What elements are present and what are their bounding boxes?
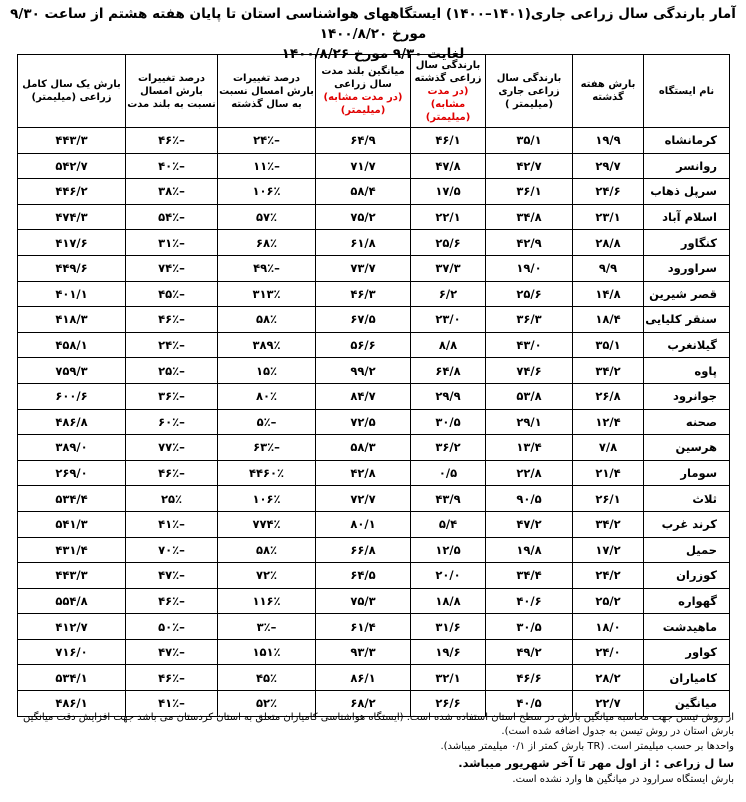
cell-full-year: ۴۰۱/۱ xyxy=(18,281,126,307)
cell-change-longterm: –۴۷٪ xyxy=(126,639,218,665)
cell-longterm: ۴۲/۸ xyxy=(316,460,411,486)
cell-last-year: ۱۲/۵ xyxy=(411,537,486,563)
cell-longterm: ۷۵/۳ xyxy=(316,588,411,614)
cell-change-longterm: –۴۶٪ xyxy=(126,665,218,691)
cell-change-longterm: –۴۶٪ xyxy=(126,307,218,333)
cell-week: ۲۴/۶ xyxy=(573,179,644,205)
header-station: نام ایستگاه xyxy=(644,55,730,128)
cell-full-year: ۴۸۶/۸ xyxy=(18,409,126,435)
cell-current-year: ۴۳/۰ xyxy=(486,332,573,358)
cell-current-year: ۴۰/۵ xyxy=(486,691,573,717)
cell-week: ۲۱/۴ xyxy=(573,460,644,486)
header-longterm-period: (در مدت مشابه) xyxy=(323,92,403,103)
cell-last-year: ۴۳/۹ xyxy=(411,486,486,512)
cell-week: ۳۴/۲ xyxy=(573,358,644,384)
cell-last-year: ۱۷/۵ xyxy=(411,179,486,205)
table-body xyxy=(18,128,730,717)
cell-change-last-year: ۱۱۶٪ xyxy=(218,588,316,614)
cell-change-last-year: ۳۸۹٪ xyxy=(218,332,316,358)
cell-station: سومار xyxy=(644,460,730,486)
header-last-year-label: بارندگی سال زراعی گذشته xyxy=(414,59,482,84)
cell-change-last-year: ۷۲٪ xyxy=(218,563,316,589)
table-row xyxy=(18,537,730,563)
cell-change-last-year: ۷۷۴٪ xyxy=(218,511,316,537)
header-last-year-period: (در مدت مشابه) xyxy=(427,85,469,110)
cell-current-year: ۳۴/۴ xyxy=(486,563,573,589)
cell-full-year: ۴۱۷/۶ xyxy=(18,230,126,256)
cell-last-year: ۲۲/۱ xyxy=(411,204,486,230)
footnote-excluded: بارش ایستگاه سرارود در میانگین ها وارد نشده است. xyxy=(512,774,734,785)
cell-change-last-year: ۴۴۶۰٪ xyxy=(218,460,316,486)
cell-station: روانسر xyxy=(644,153,730,179)
table-row xyxy=(18,511,730,537)
cell-change-longterm: ۲۵٪ xyxy=(126,486,218,512)
cell-change-last-year: ۱۰۶٪ xyxy=(218,486,316,512)
cell-current-year: ۱۹/۸ xyxy=(486,537,573,563)
cell-week: ۱۷/۲ xyxy=(573,537,644,563)
footnote-crop-year: سا ل زراعی : از اول مهر تا آخر شهریور میباشد. xyxy=(458,756,734,770)
cell-station: اسلام آباد xyxy=(644,204,730,230)
cell-change-longterm: –۴۷٪ xyxy=(126,563,218,589)
cell-change-last-year: ۵۲٪ xyxy=(218,691,316,717)
cell-week: ۱۸/۰ xyxy=(573,614,644,640)
cell-full-year: ۳۸۹/۰ xyxy=(18,435,126,461)
cell-week: ۲۴/۰ xyxy=(573,639,644,665)
cell-longterm: ۶۷/۵ xyxy=(316,307,411,333)
footnote-units: واحدها بر حسب میلیمتر است. (TR بارش کمتر از ۰/۱ میلیمتر میباشد). xyxy=(440,741,734,752)
table-row xyxy=(18,230,730,256)
cell-longterm: ۸۰/۱ xyxy=(316,511,411,537)
cell-week: ۲۴/۲ xyxy=(573,563,644,589)
table-row xyxy=(18,588,730,614)
cell-week: ۱۹/۹ xyxy=(573,128,644,154)
cell-longterm: ۷۲/۷ xyxy=(316,486,411,512)
cell-full-year: ۴۱۲/۷ xyxy=(18,614,126,640)
cell-current-year: ۴۶/۶ xyxy=(486,665,573,691)
cell-station: گیلانغرب xyxy=(644,332,730,358)
cell-current-year: ۴۰/۶ xyxy=(486,588,573,614)
footnotes xyxy=(4,711,734,788)
cell-full-year: ۴۱۸/۳ xyxy=(18,307,126,333)
header-longterm-unit: (میلیمتر) xyxy=(340,105,386,116)
cell-current-year: ۷۴/۶ xyxy=(486,358,573,384)
header-current-year: بارندگی سال زراعی جاری (میلیمتر ) xyxy=(486,55,573,128)
cell-change-last-year: –۲۴٪ xyxy=(218,128,316,154)
cell-current-year: ۴۲/۹ xyxy=(486,230,573,256)
cell-longterm: ۴۶/۳ xyxy=(316,281,411,307)
cell-station: میانگین xyxy=(644,691,730,717)
header-last-year-unit: (میلیمتر) xyxy=(425,111,471,123)
cell-change-longterm: –۳۸٪ xyxy=(126,179,218,205)
cell-change-last-year: ۵۸٪ xyxy=(218,307,316,333)
cell-longterm: ۸۴/۷ xyxy=(316,383,411,409)
cell-full-year: ۴۷۴/۳ xyxy=(18,204,126,230)
cell-change-longterm: –۷۰٪ xyxy=(126,537,218,563)
cell-change-last-year: ۸۰٪ xyxy=(218,383,316,409)
cell-last-year: ۳۲/۱ xyxy=(411,665,486,691)
cell-full-year: ۴۸۶/۱ xyxy=(18,691,126,717)
cell-change-longterm: –۵۴٪ xyxy=(126,204,218,230)
table-row xyxy=(18,639,730,665)
cell-longterm: ۶۱/۴ xyxy=(316,614,411,640)
table-row xyxy=(18,383,730,409)
cell-current-year: ۳۶/۳ xyxy=(486,307,573,333)
table-header-row xyxy=(18,55,730,128)
cell-full-year: ۴۳۱/۴ xyxy=(18,537,126,563)
cell-station: سراورود xyxy=(644,255,730,281)
cell-change-last-year: ۱۰۶٪ xyxy=(218,179,316,205)
cell-last-year: ۱۹/۶ xyxy=(411,639,486,665)
cell-full-year: ۴۴۶/۲ xyxy=(18,179,126,205)
cell-last-year: ۲۶/۶ xyxy=(411,691,486,717)
cell-full-year: ۶۰۰/۶ xyxy=(18,383,126,409)
cell-full-year: ۵۳۴/۴ xyxy=(18,486,126,512)
cell-change-last-year: ۵۷٪ xyxy=(218,204,316,230)
cell-full-year: ۵۴۱/۳ xyxy=(18,511,126,537)
cell-last-year: ۳۶/۲ xyxy=(411,435,486,461)
cell-station: کواور xyxy=(644,639,730,665)
table-row xyxy=(18,179,730,205)
header-full-year: بارش یک سال کامل زراعی (میلیمتر) xyxy=(18,55,126,128)
cell-week: ۲۳/۱ xyxy=(573,204,644,230)
cell-full-year: ۷۵۹/۳ xyxy=(18,358,126,384)
table-row xyxy=(18,409,730,435)
cell-current-year: ۳۰/۵ xyxy=(486,614,573,640)
cell-last-year: ۸/۸ xyxy=(411,332,486,358)
cell-current-year: ۲۲/۸ xyxy=(486,460,573,486)
cell-full-year: ۵۴۲/۷ xyxy=(18,153,126,179)
cell-change-last-year: ۴۵٪ xyxy=(218,665,316,691)
cell-last-year: ۵/۴ xyxy=(411,511,486,537)
cell-station: کرمانشاه xyxy=(644,128,730,154)
footnote-method: از روش تیسن جهت محاسبه میانگین بارش در سطح استان استفاده شده است. (ایستگاه هواشناسی کامیاران متعلق به استان کردستان می باشد جهت افزایش دقت میانگین بارش استان در روش تیسن به جدول اضافه شده است). xyxy=(22,712,734,737)
cell-current-year: ۳۵/۱ xyxy=(486,128,573,154)
header-last-year xyxy=(411,55,486,128)
cell-last-year: ۲۳/۰ xyxy=(411,307,486,333)
title-line-1: آمار بارندگی سال زراعی جاری(۱۴۰۱–۱۴۰۰) ایستگاههای هواشناسی استان تا پایان هفته هشتم از ساعت ۹/۳۰ مورخ ۱۴۰۰/۸/۲۰ xyxy=(10,6,736,42)
cell-station: حمیل xyxy=(644,537,730,563)
cell-week: ۲۸/۲ xyxy=(573,665,644,691)
rainfall-table xyxy=(17,54,730,717)
cell-week: ۲۸/۸ xyxy=(573,230,644,256)
cell-longterm: ۶۸/۲ xyxy=(316,691,411,717)
cell-longterm: ۷۱/۷ xyxy=(316,153,411,179)
cell-week: ۲۲/۷ xyxy=(573,691,644,717)
cell-station: کرند غرب xyxy=(644,511,730,537)
cell-last-year: ۲۹/۹ xyxy=(411,383,486,409)
cell-change-longterm: –۴۱٪ xyxy=(126,691,218,717)
cell-full-year: ۴۴۳/۳ xyxy=(18,563,126,589)
table-row xyxy=(18,307,730,333)
header-week: بارش هفته گذشته xyxy=(573,55,644,128)
cell-change-longterm: –۷۷٪ xyxy=(126,435,218,461)
cell-change-last-year: ۱۵۱٪ xyxy=(218,639,316,665)
table-row xyxy=(18,128,730,154)
cell-week: ۹/۹ xyxy=(573,255,644,281)
cell-station: کوزران xyxy=(644,563,730,589)
cell-longterm: ۶۱/۸ xyxy=(316,230,411,256)
cell-current-year: ۳۴/۸ xyxy=(486,204,573,230)
cell-change-longterm: –۴۶٪ xyxy=(126,588,218,614)
cell-change-last-year: –۶۳٪ xyxy=(218,435,316,461)
cell-change-last-year: –۵٪ xyxy=(218,409,316,435)
cell-station: گهواره xyxy=(644,588,730,614)
cell-longterm: ۶۶/۸ xyxy=(316,537,411,563)
cell-current-year: ۴۷/۲ xyxy=(486,511,573,537)
cell-change-longterm: –۳۱٪ xyxy=(126,230,218,256)
cell-last-year: ۴۶/۱ xyxy=(411,128,486,154)
cell-station: کامیاران xyxy=(644,665,730,691)
table-row xyxy=(18,281,730,307)
cell-change-last-year: –۳٪ xyxy=(218,614,316,640)
cell-change-longterm: –۴۶٪ xyxy=(126,460,218,486)
table-row xyxy=(18,255,730,281)
cell-station: ماهیدشت xyxy=(644,614,730,640)
cell-full-year: ۲۶۹/۰ xyxy=(18,460,126,486)
cell-change-longterm: –۲۵٪ xyxy=(126,358,218,384)
cell-change-last-year: ۳۱۳٪ xyxy=(218,281,316,307)
cell-week: ۱۲/۴ xyxy=(573,409,644,435)
header-change-longterm: درصد تغییرات بارش امسال نسبت به بلند مدت xyxy=(126,55,218,128)
cell-full-year: ۷۱۶/۰ xyxy=(18,639,126,665)
cell-last-year: ۳۱/۶ xyxy=(411,614,486,640)
cell-week: ۷/۸ xyxy=(573,435,644,461)
cell-longterm: ۷۲/۵ xyxy=(316,409,411,435)
cell-change-last-year: –۱۱٪ xyxy=(218,153,316,179)
cell-longterm: ۵۸/۳ xyxy=(316,435,411,461)
cell-full-year: ۴۵۸/۱ xyxy=(18,332,126,358)
cell-last-year: ۴۷/۸ xyxy=(411,153,486,179)
cell-week: ۳۴/۲ xyxy=(573,511,644,537)
cell-longterm: ۷۵/۲ xyxy=(316,204,411,230)
cell-change-longterm: –۴۰٪ xyxy=(126,153,218,179)
table-row xyxy=(18,460,730,486)
table-row xyxy=(18,614,730,640)
cell-week: ۲۵/۲ xyxy=(573,588,644,614)
cell-change-longterm: –۴۱٪ xyxy=(126,511,218,537)
header-change-last-year: درصد تغییرات بارش امسال نسبت به سال گذشته xyxy=(218,55,316,128)
cell-current-year: ۲۵/۶ xyxy=(486,281,573,307)
cell-station: سنقر کلیایی xyxy=(644,307,730,333)
cell-full-year: ۵۵۴/۸ xyxy=(18,588,126,614)
cell-change-last-year: ۱۵٪ xyxy=(218,358,316,384)
cell-last-year: ۳۷/۳ xyxy=(411,255,486,281)
table-row xyxy=(18,435,730,461)
cell-longterm: ۵۶/۶ xyxy=(316,332,411,358)
cell-week: ۲۶/۸ xyxy=(573,383,644,409)
cell-longterm: ۸۶/۱ xyxy=(316,665,411,691)
cell-change-longterm: –۲۴٪ xyxy=(126,332,218,358)
cell-change-longterm: –۷۴٪ xyxy=(126,255,218,281)
cell-longterm: ۵۸/۴ xyxy=(316,179,411,205)
cell-change-last-year: ۵۸٪ xyxy=(218,537,316,563)
cell-change-longterm: –۴۵٪ xyxy=(126,281,218,307)
cell-current-year: ۱۳/۴ xyxy=(486,435,573,461)
cell-full-year: ۴۴۳/۳ xyxy=(18,128,126,154)
table-row xyxy=(18,332,730,358)
cell-current-year: ۳۶/۱ xyxy=(486,179,573,205)
cell-last-year: ۲۵/۶ xyxy=(411,230,486,256)
cell-week: ۳۵/۱ xyxy=(573,332,644,358)
cell-last-year: ۰/۵ xyxy=(411,460,486,486)
cell-change-longterm: –۵۰٪ xyxy=(126,614,218,640)
cell-week: ۱۴/۸ xyxy=(573,281,644,307)
cell-last-year: ۱۸/۸ xyxy=(411,588,486,614)
cell-current-year: ۴۹/۲ xyxy=(486,639,573,665)
cell-week: ۲۶/۱ xyxy=(573,486,644,512)
cell-station: کنگاور xyxy=(644,230,730,256)
cell-change-last-year: –۴۹٪ xyxy=(218,255,316,281)
table-row xyxy=(18,665,730,691)
header-longterm xyxy=(316,55,411,128)
cell-full-year: ۵۳۴/۱ xyxy=(18,665,126,691)
cell-station: صحنه xyxy=(644,409,730,435)
title-line-2: لغایت ۹/۳۰ مورخ ۱۴۰۰/۸/۲۶ xyxy=(281,46,465,62)
cell-longterm: ۷۳/۷ xyxy=(316,255,411,281)
cell-current-year: ۴۲/۷ xyxy=(486,153,573,179)
table-row xyxy=(18,486,730,512)
table-row xyxy=(18,153,730,179)
cell-current-year: ۵۳/۸ xyxy=(486,383,573,409)
header-longterm-label: میانگین بلند مدت سال زراعی xyxy=(321,66,405,90)
cell-change-longterm: –۶۰٪ xyxy=(126,409,218,435)
cell-current-year: ۲۹/۱ xyxy=(486,409,573,435)
cell-change-last-year: ۶۸٪ xyxy=(218,230,316,256)
cell-longterm: ۶۴/۹ xyxy=(316,128,411,154)
cell-station: هرسین xyxy=(644,435,730,461)
table-row xyxy=(18,204,730,230)
cell-last-year: ۲۰/۰ xyxy=(411,563,486,589)
cell-longterm: ۶۴/۵ xyxy=(316,563,411,589)
cell-change-longterm: –۳۶٪ xyxy=(126,383,218,409)
cell-change-longterm: –۴۶٪ xyxy=(126,128,218,154)
cell-current-year: ۹۰/۵ xyxy=(486,486,573,512)
cell-last-year: ۶/۲ xyxy=(411,281,486,307)
cell-current-year: ۱۹/۰ xyxy=(486,255,573,281)
cell-station: پاوه xyxy=(644,358,730,384)
cell-station: قصر شیرین xyxy=(644,281,730,307)
cell-week: ۱۸/۴ xyxy=(573,307,644,333)
cell-station: سرپل ذهاب xyxy=(644,179,730,205)
table-row xyxy=(18,563,730,589)
cell-longterm: ۹۹/۲ xyxy=(316,358,411,384)
cell-station: ثلاث xyxy=(644,486,730,512)
cell-last-year: ۶۴/۸ xyxy=(411,358,486,384)
cell-station: جوانرود xyxy=(644,383,730,409)
cell-week: ۲۹/۷ xyxy=(573,153,644,179)
cell-longterm: ۹۳/۳ xyxy=(316,639,411,665)
cell-full-year: ۴۴۹/۶ xyxy=(18,255,126,281)
cell-last-year: ۳۰/۵ xyxy=(411,409,486,435)
table-row xyxy=(18,358,730,384)
